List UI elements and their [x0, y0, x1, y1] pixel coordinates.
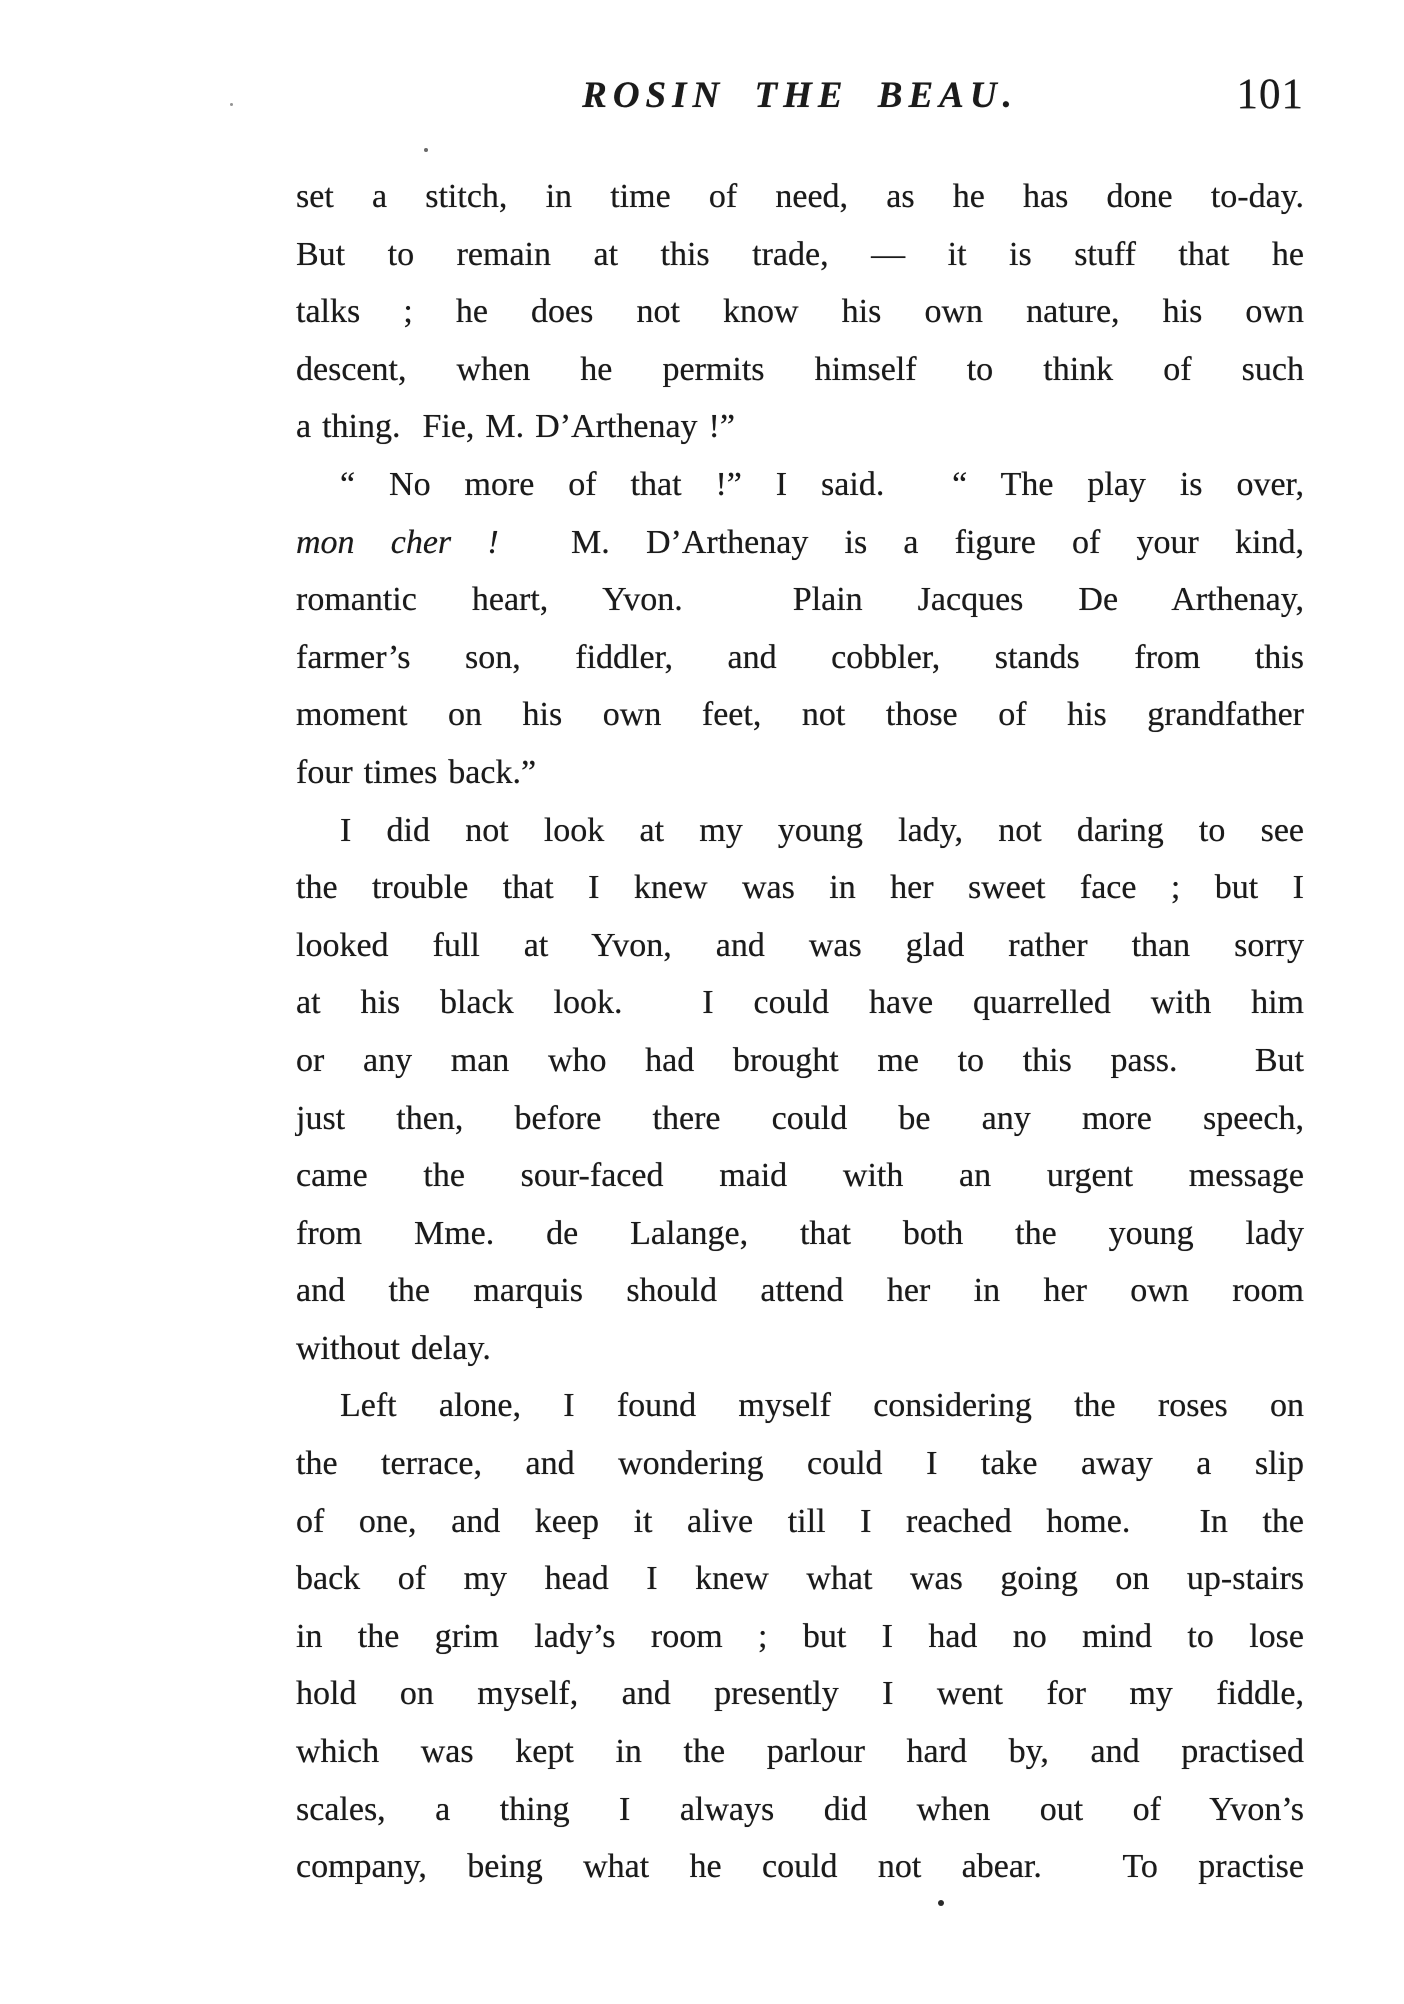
text-segment: “ No more of that !” I said. “ The play is over,	[340, 465, 1304, 503]
page-number: 101	[1236, 71, 1304, 118]
text-segment: the terrace, and wondering could I take away a slip	[296, 1445, 1304, 1483]
text-line	[296, 1723, 1304, 1781]
text-line	[296, 802, 1304, 860]
text-line	[296, 1781, 1304, 1839]
text-segment: four times back.”	[296, 753, 537, 791]
text-line	[296, 1493, 1304, 1551]
scan-speckle	[424, 148, 428, 152]
text-line	[296, 1205, 1304, 1263]
text-segment: scales, a thing I always did when out of Yvon’s	[296, 1790, 1304, 1828]
text-line	[296, 1838, 1304, 1896]
text-line	[296, 917, 1304, 975]
text-line	[296, 744, 1304, 802]
scan-speckle	[938, 1900, 944, 1906]
text-line	[296, 1608, 1304, 1666]
text-segment: hold on myself, and presently I went for my fiddle,	[296, 1675, 1304, 1713]
text-line	[296, 1147, 1304, 1205]
text-line	[296, 456, 1304, 514]
text-line	[296, 1665, 1304, 1723]
text-line	[296, 1262, 1304, 1320]
text-segment: without delay.	[296, 1329, 491, 1367]
text-segment: looked full at Yvon, and was glad rather than sorry	[296, 926, 1304, 964]
text-segment: at his black look. I could have quarrelled with him	[296, 984, 1304, 1022]
text-line	[296, 1032, 1304, 1090]
text-segment: M. D’Arthenay is a figure of your kind,	[498, 523, 1304, 561]
text-segment: just then, before there could be any more speech,	[296, 1099, 1304, 1137]
text-segment: moment on his own feet, not those of his grandfather	[296, 696, 1304, 734]
running-header	[296, 71, 1304, 134]
text-line	[296, 1550, 1304, 1608]
text-line	[296, 686, 1304, 744]
text-segment: I did not look at my young lady, not daring to see	[340, 811, 1304, 849]
text-segment: talks ; he does not know his own nature, his own	[296, 293, 1304, 331]
text-segment: or any man who had brought me to this pass. But	[296, 1041, 1304, 1079]
text-line	[296, 226, 1304, 284]
italic-text-segment: mon cher !	[296, 523, 499, 561]
text-line	[296, 859, 1304, 917]
text-line	[296, 571, 1304, 629]
text-segment: romantic heart, Yvon. Plain Jacques De Arthenay,	[296, 581, 1304, 619]
text-segment: came the sour-faced maid with an urgent message	[296, 1157, 1304, 1195]
scan-speckle	[230, 103, 233, 106]
text-line	[296, 1435, 1304, 1493]
text-line	[296, 168, 1304, 226]
text-line	[296, 1090, 1304, 1148]
body-text	[296, 168, 1304, 1896]
text-line	[296, 514, 1304, 572]
page-title: ROSIN THE BEAU.	[582, 75, 1018, 116]
text-segment: farmer’s son, fiddler, and cobbler, stands from this	[296, 638, 1304, 676]
text-segment: of one, and keep it alive till I reached home. In the	[296, 1502, 1304, 1540]
text-line	[296, 341, 1304, 399]
text-segment: the trouble that I knew was in her sweet face ; but I	[296, 869, 1304, 907]
text-segment: a thing. Fie, M. D’Arthenay !”	[296, 408, 735, 446]
text-line	[296, 629, 1304, 687]
text-segment: which was kept in the parlour hard by, and practised	[296, 1733, 1304, 1771]
text-line	[296, 283, 1304, 341]
text-line	[296, 1320, 1304, 1378]
text-segment: But to remain at this trade, — it is stuff that he	[296, 235, 1304, 273]
text-line	[296, 1377, 1304, 1435]
text-segment: set a stitch, in time of need, as he has done to-day.	[296, 178, 1304, 215]
text-segment: descent, when he permits himself to think of such	[296, 350, 1304, 388]
text-segment: company, being what he could not abear. To practise	[296, 1848, 1304, 1886]
text-segment: from Mme. de Lalange, that both the young lady	[296, 1214, 1304, 1252]
text-segment: Left alone, I found myself considering the roses on	[340, 1387, 1304, 1425]
text-segment: and the marquis should attend her in her own room	[296, 1272, 1304, 1310]
text-line	[296, 974, 1304, 1032]
text-line	[296, 398, 1304, 456]
text-segment: in the grim lady’s room ; but I had no mind to lose	[296, 1617, 1304, 1655]
text-segment: back of my head I knew what was going on up-stairs	[296, 1560, 1304, 1598]
